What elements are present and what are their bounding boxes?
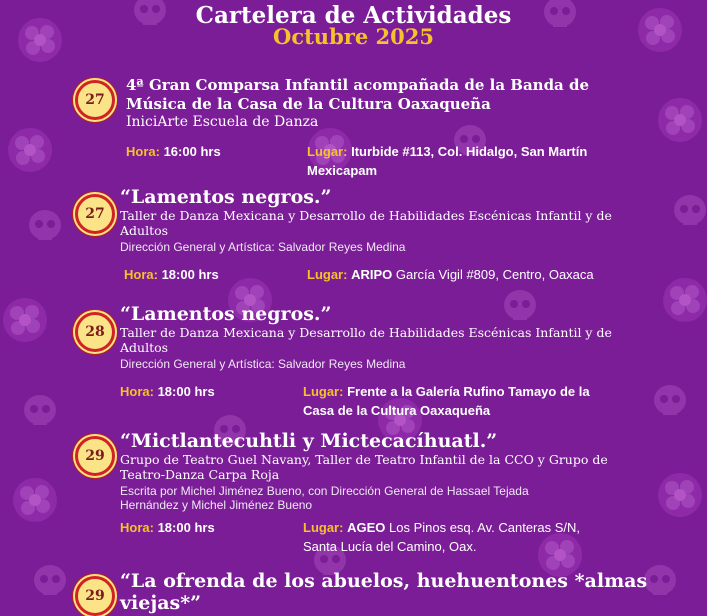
event-subtitle: Taller de Danza Mexicana y Desarrollo de Habilidades Escénicas Infantil y de <box>120 325 612 340</box>
time-value: 18:00 hrs <box>157 384 215 399</box>
place-label: Lugar: <box>307 144 348 159</box>
place-name: ARIPO <box>351 267 393 282</box>
event-place <box>307 265 687 284</box>
event-subtitle: IniciArte Escuela de Danza <box>126 114 319 130</box>
time-value: 18:00 hrs <box>161 267 219 282</box>
event-title: “Mictlantecuhtli y Mictecacíhuatl.” <box>120 430 498 452</box>
event-time <box>120 382 215 401</box>
time-label: Hora: <box>120 384 154 399</box>
time-label: Hora: <box>124 267 158 282</box>
event-direction: Dirección General y Artística: Salvador Reyes Medina <box>120 357 406 371</box>
event-item <box>120 186 680 254</box>
event-title: 4ª Gran Comparsa Infantil acompañada de la Banda de <box>126 76 590 94</box>
page-title: Cartelera de Actividades <box>195 2 512 29</box>
event-subtitle: Adultos <box>120 340 169 355</box>
place-label: Lugar: <box>307 267 348 282</box>
place-value: Mexicapam <box>307 163 378 178</box>
place-value: Frente a la Galería Rufino Tamayo de la <box>347 384 590 399</box>
event-direction: Dirección General y Artística: Salvador Reyes Medina <box>120 240 406 254</box>
event-item <box>120 570 680 614</box>
date-badge: 29 <box>75 576 115 616</box>
page-subtitle: Octubre 2025 <box>273 24 434 49</box>
event-title: “Lamentos negros.” <box>120 303 332 325</box>
event-item <box>120 303 680 371</box>
event-direction: Escrita por Michel Jiménez Bueno, con Dirección General de Hassael Tejada <box>120 484 529 498</box>
event-time <box>126 142 221 161</box>
event-direction: Hernández y Michel Jiménez Bueno <box>120 498 313 512</box>
place-label: Lugar: <box>303 384 344 399</box>
time-label: Hora: <box>120 520 154 535</box>
event-title: Música de la Casa de la Cultura Oaxaqueña <box>126 95 491 113</box>
event-title: viejas*” <box>120 592 202 614</box>
event-time <box>120 518 215 537</box>
date-badge: 27 <box>75 194 115 234</box>
place-address: García Vigil #809, Centro, Oaxaca <box>395 267 594 282</box>
event-place <box>303 518 693 556</box>
place-value: Casa de la Cultura Oaxaqueña <box>303 403 491 418</box>
event-subtitle: Grupo de Teatro Guel Navany, Taller de Teatro Infantil de la CCO y Grupo de <box>120 452 608 467</box>
event-subtitle: Taller de Danza Mexicana y Desarrollo de Habilidades Escénicas Infantil y de <box>120 208 612 223</box>
date-badge: 29 <box>75 436 115 476</box>
event-time <box>124 265 219 284</box>
event-item <box>120 430 680 512</box>
time-value: 18:00 hrs <box>157 520 215 535</box>
place-label: Lugar: <box>303 520 344 535</box>
date-badge: 27 <box>75 80 115 120</box>
place-address: Santa Lucía del Camino, Oax. <box>303 539 477 554</box>
event-subtitle: Teatro-Danza Carpa Roja <box>120 467 280 482</box>
date-badge: 28 <box>75 312 115 352</box>
time-value: 16:00 hrs <box>163 144 221 159</box>
event-title: “Lamentos negros.” <box>120 186 332 208</box>
place-address: Los Pinos esq. Av. Canteras S/N, <box>389 520 581 535</box>
event-title: “La ofrenda de los abuelos, huehuentones *almas <box>120 570 648 592</box>
event-place <box>307 142 687 180</box>
place-name: AGEO <box>347 520 386 535</box>
time-label: Hora: <box>126 144 160 159</box>
event-place <box>303 382 693 420</box>
event-item <box>126 76 686 131</box>
place-value: Iturbide #113, Col. Hidalgo, San Martín <box>351 144 588 159</box>
event-subtitle: Adultos <box>120 223 169 238</box>
